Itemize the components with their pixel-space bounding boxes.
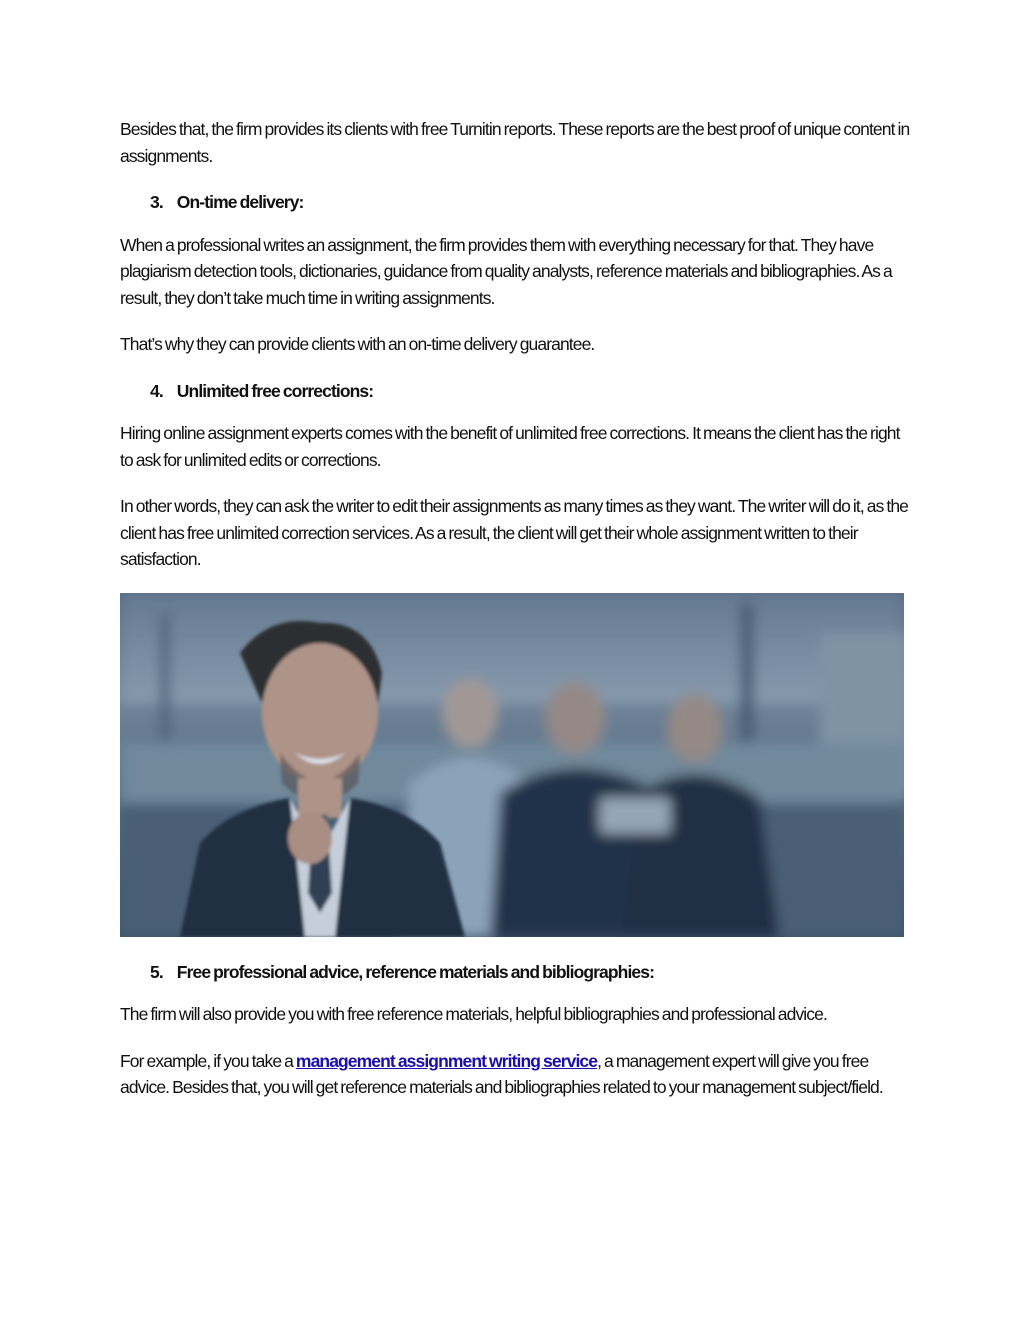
paragraph-edit-times: In other words, they can ask the writer to edit their assignments as many times as they want. The writer will do it, as the client has free unlimited correction services. As a result, the client will get their whole assignment written to their satisfaction. [120, 496, 909, 569]
paragraph-on-time-guarantee: That’s why they can provide clients with an on-time delivery guarantee. [120, 334, 595, 354]
heading-unlimited-corrections [150, 378, 910, 405]
paragraph-free-corrections: Hiring online assignment experts comes with the benefit of unlimited free corrections. It means the client has the right to ask for unlimited edits or corrections. [120, 423, 900, 470]
heading-number: 3. [150, 192, 163, 212]
paragraph-professional-tools: When a professional writes an assignment, the firm provides them with everything necessary for that. They have plagiarism detection tools, dictionaries, guidance from quality analysts, reference materials and bibliographies. As a result, they don’t take much time in writing assignments. [120, 234, 892, 308]
heading-on-time-delivery [150, 189, 910, 216]
photo-illustration [120, 593, 904, 937]
business-team-photo [120, 593, 904, 937]
heading-free-advice [150, 959, 910, 986]
management-assignment-link[interactable]: management assignment writing service [295, 1050, 598, 1071]
paragraph-reference-materials: The firm will also provide you with free reference materials, helpful bibliographies and professional advice. [120, 1004, 827, 1024]
heading-text: Unlimited free corrections: [176, 380, 374, 401]
paragraph-management-example [120, 1048, 910, 1101]
paragraph-text-after-link: , a management expert will give you free advice. Besides that, you will get reference materials and bibliographies related to your management subject/field. [120, 1050, 883, 1097]
heading-number: 5. [150, 961, 163, 982]
paragraph-text-before-link: For example, if you take a [120, 1050, 296, 1071]
heading-number: 4. [150, 380, 163, 401]
paragraph-turnitin: Besides that, the firm provides its clients with free Turnitin reports. These reports are the best proof of unique content in assignments. [120, 119, 910, 166]
heading-text: On-time delivery: [176, 192, 304, 212]
heading-text: Free professional advice, reference materials and bibliographies: [176, 961, 655, 982]
document-body [120, 116, 910, 1121]
